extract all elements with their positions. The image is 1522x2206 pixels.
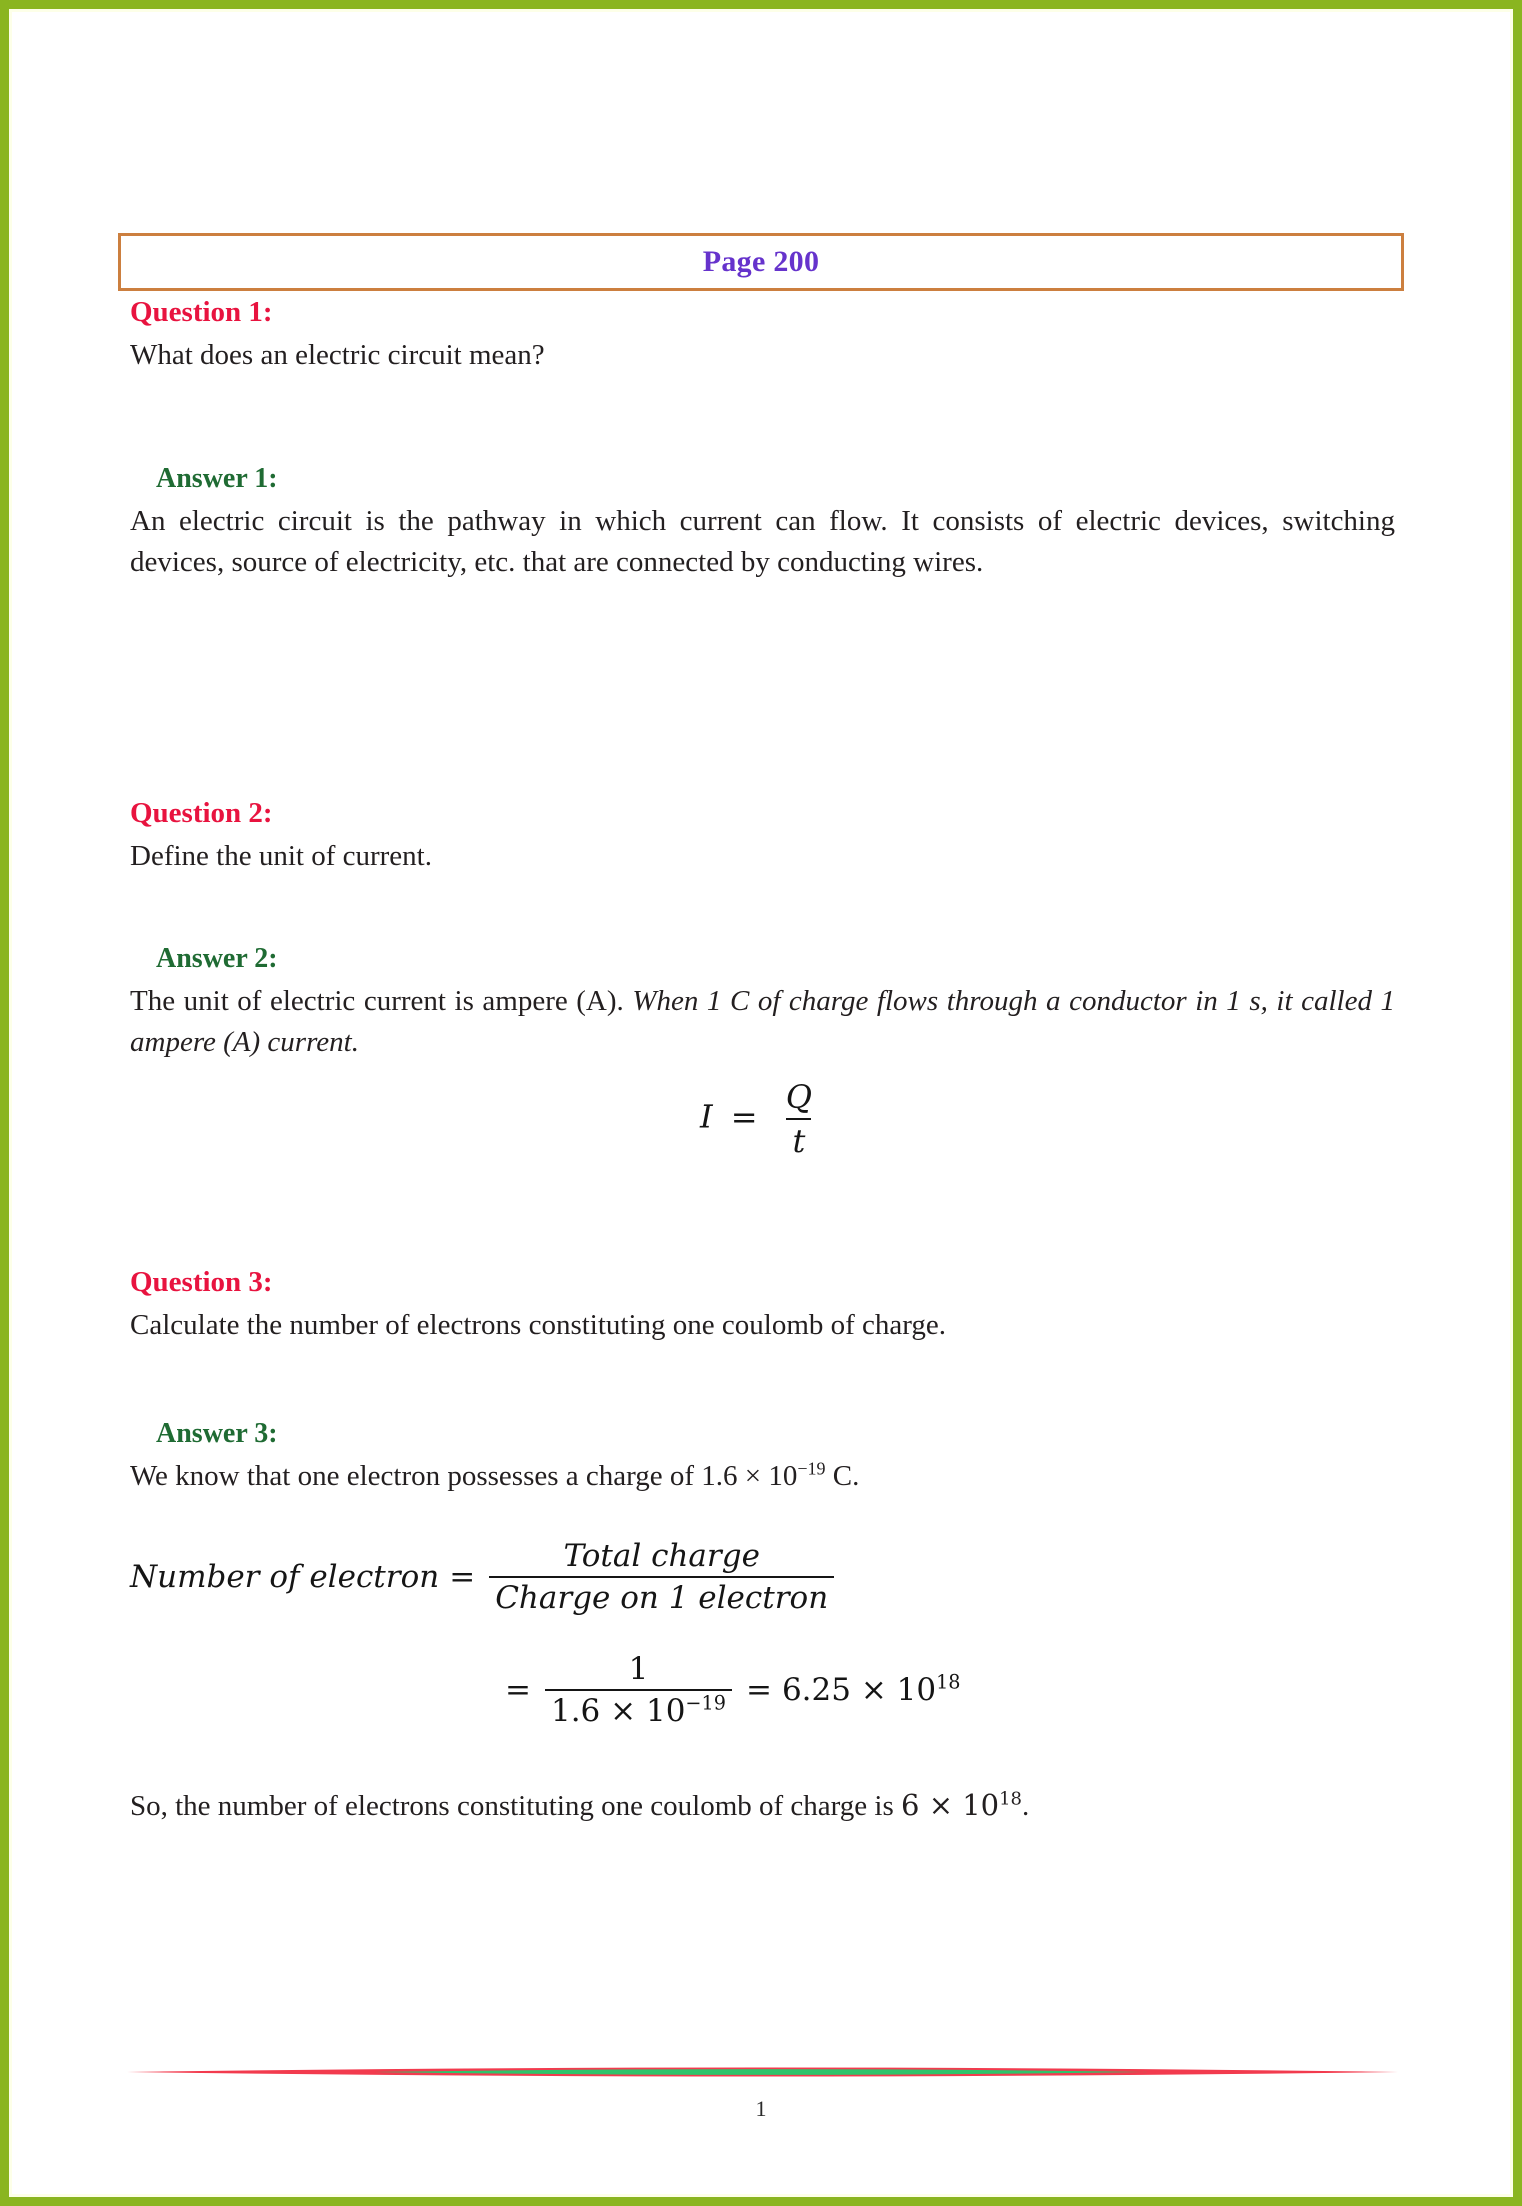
question-label-2: Question 2:	[130, 797, 273, 829]
conclusion-prefix: So, the number of electrons constituting one coulomb of charge is	[130, 1790, 902, 1822]
calc-lhs-number-of-electron: Number of electron	[130, 1559, 440, 1595]
page-header-title: Page 200	[702, 245, 820, 278]
conclusion-mantissa: 6 × 10	[901, 1788, 1000, 1822]
calc-fraction-one-over-charge	[545, 1651, 732, 1729]
calc-numerator-one: 1	[628, 1651, 649, 1687]
question-text-3: Calculate the number of electrons constituting one coulomb of charge.	[130, 1309, 947, 1341]
footer-decorative-divider	[124, 2064, 1398, 2080]
answer-label-2: Answer 2:	[156, 943, 278, 974]
calculation-line-1	[130, 1538, 1395, 1616]
calc-denominator-mantissa: 1.6 × 10	[550, 1693, 686, 1729]
formula-equals: =	[730, 1097, 758, 1136]
question-label-3: Question 3:	[130, 1266, 273, 1298]
answer-text-2-italic: When 1 C of charge flows through a conductor in 1 s, it called 1 ampere (A) current.	[130, 985, 1395, 1059]
calc-numerator-total-charge: Total charge	[563, 1538, 760, 1574]
answer-text-3-exponent: −19	[797, 1458, 826, 1479]
footer-divider-svg	[124, 2064, 1398, 2080]
calc-equals-3: =	[745, 1672, 772, 1708]
conclusion-exponent: 18	[999, 1788, 1022, 1810]
conclusion-line	[130, 1788, 1395, 1823]
question-label-1: Question 1:	[130, 296, 273, 328]
qa-block-1	[130, 296, 1395, 375]
answer-block-1	[130, 463, 1395, 583]
question-text-1: What does an electric circuit mean?	[130, 339, 545, 371]
calc-result-value	[782, 1672, 961, 1708]
calc-equals-1: =	[449, 1559, 476, 1595]
formula-lhs-I: I	[699, 1097, 713, 1136]
formula-fraction-q-over-t	[780, 1078, 818, 1160]
answer-text-3	[130, 1456, 1395, 1497]
calc-fraction-charge-ratio	[489, 1538, 834, 1616]
calculation-line-2	[130, 1651, 1395, 1729]
conclusion-suffix: .	[1022, 1790, 1030, 1822]
question-text-2: Define the unit of current.	[130, 840, 432, 872]
page-header-box	[118, 233, 1404, 291]
formula-denominator-t: t	[786, 1118, 811, 1160]
calc-equals-2: =	[505, 1672, 531, 1708]
answer-label-1: Answer 1:	[156, 463, 278, 494]
calc-result-exponent: 18	[936, 1670, 961, 1694]
answer-text-2	[130, 981, 1395, 1063]
answer-block-2	[130, 943, 1395, 1063]
answer-text-3-suffix: C.	[825, 1460, 860, 1492]
answer-text-2-plain: The unit of electric current is ampere (A).	[130, 985, 624, 1017]
calc-denominator-charge-on-1-electron: Charge on 1 electron	[489, 1576, 834, 1616]
formula-numerator-Q: Q	[785, 1078, 813, 1116]
qa-block-2	[130, 797, 1395, 876]
answer-label-3: Answer 3:	[156, 1418, 278, 1449]
formula-current-definition	[0, 1078, 1522, 1160]
calc-denominator-exponent: −19	[685, 1691, 726, 1715]
footer-page-number: 1	[755, 2096, 767, 2121]
answer-text-1: An electric circuit is the pathway in which current can flow. It consists of electric devices, switching devices, source of electricity, etc. that are connected by conducting wires.	[130, 505, 1395, 579]
answer-block-3	[130, 1418, 1395, 1497]
calc-result-mantissa: 6.25 × 10	[781, 1672, 937, 1708]
calc-denominator-elementary-charge	[545, 1689, 732, 1729]
answer-text-3-prefix: We know that one electron possesses a charge of 1.6 × 10	[130, 1460, 798, 1492]
qa-block-3	[130, 1266, 1395, 1345]
